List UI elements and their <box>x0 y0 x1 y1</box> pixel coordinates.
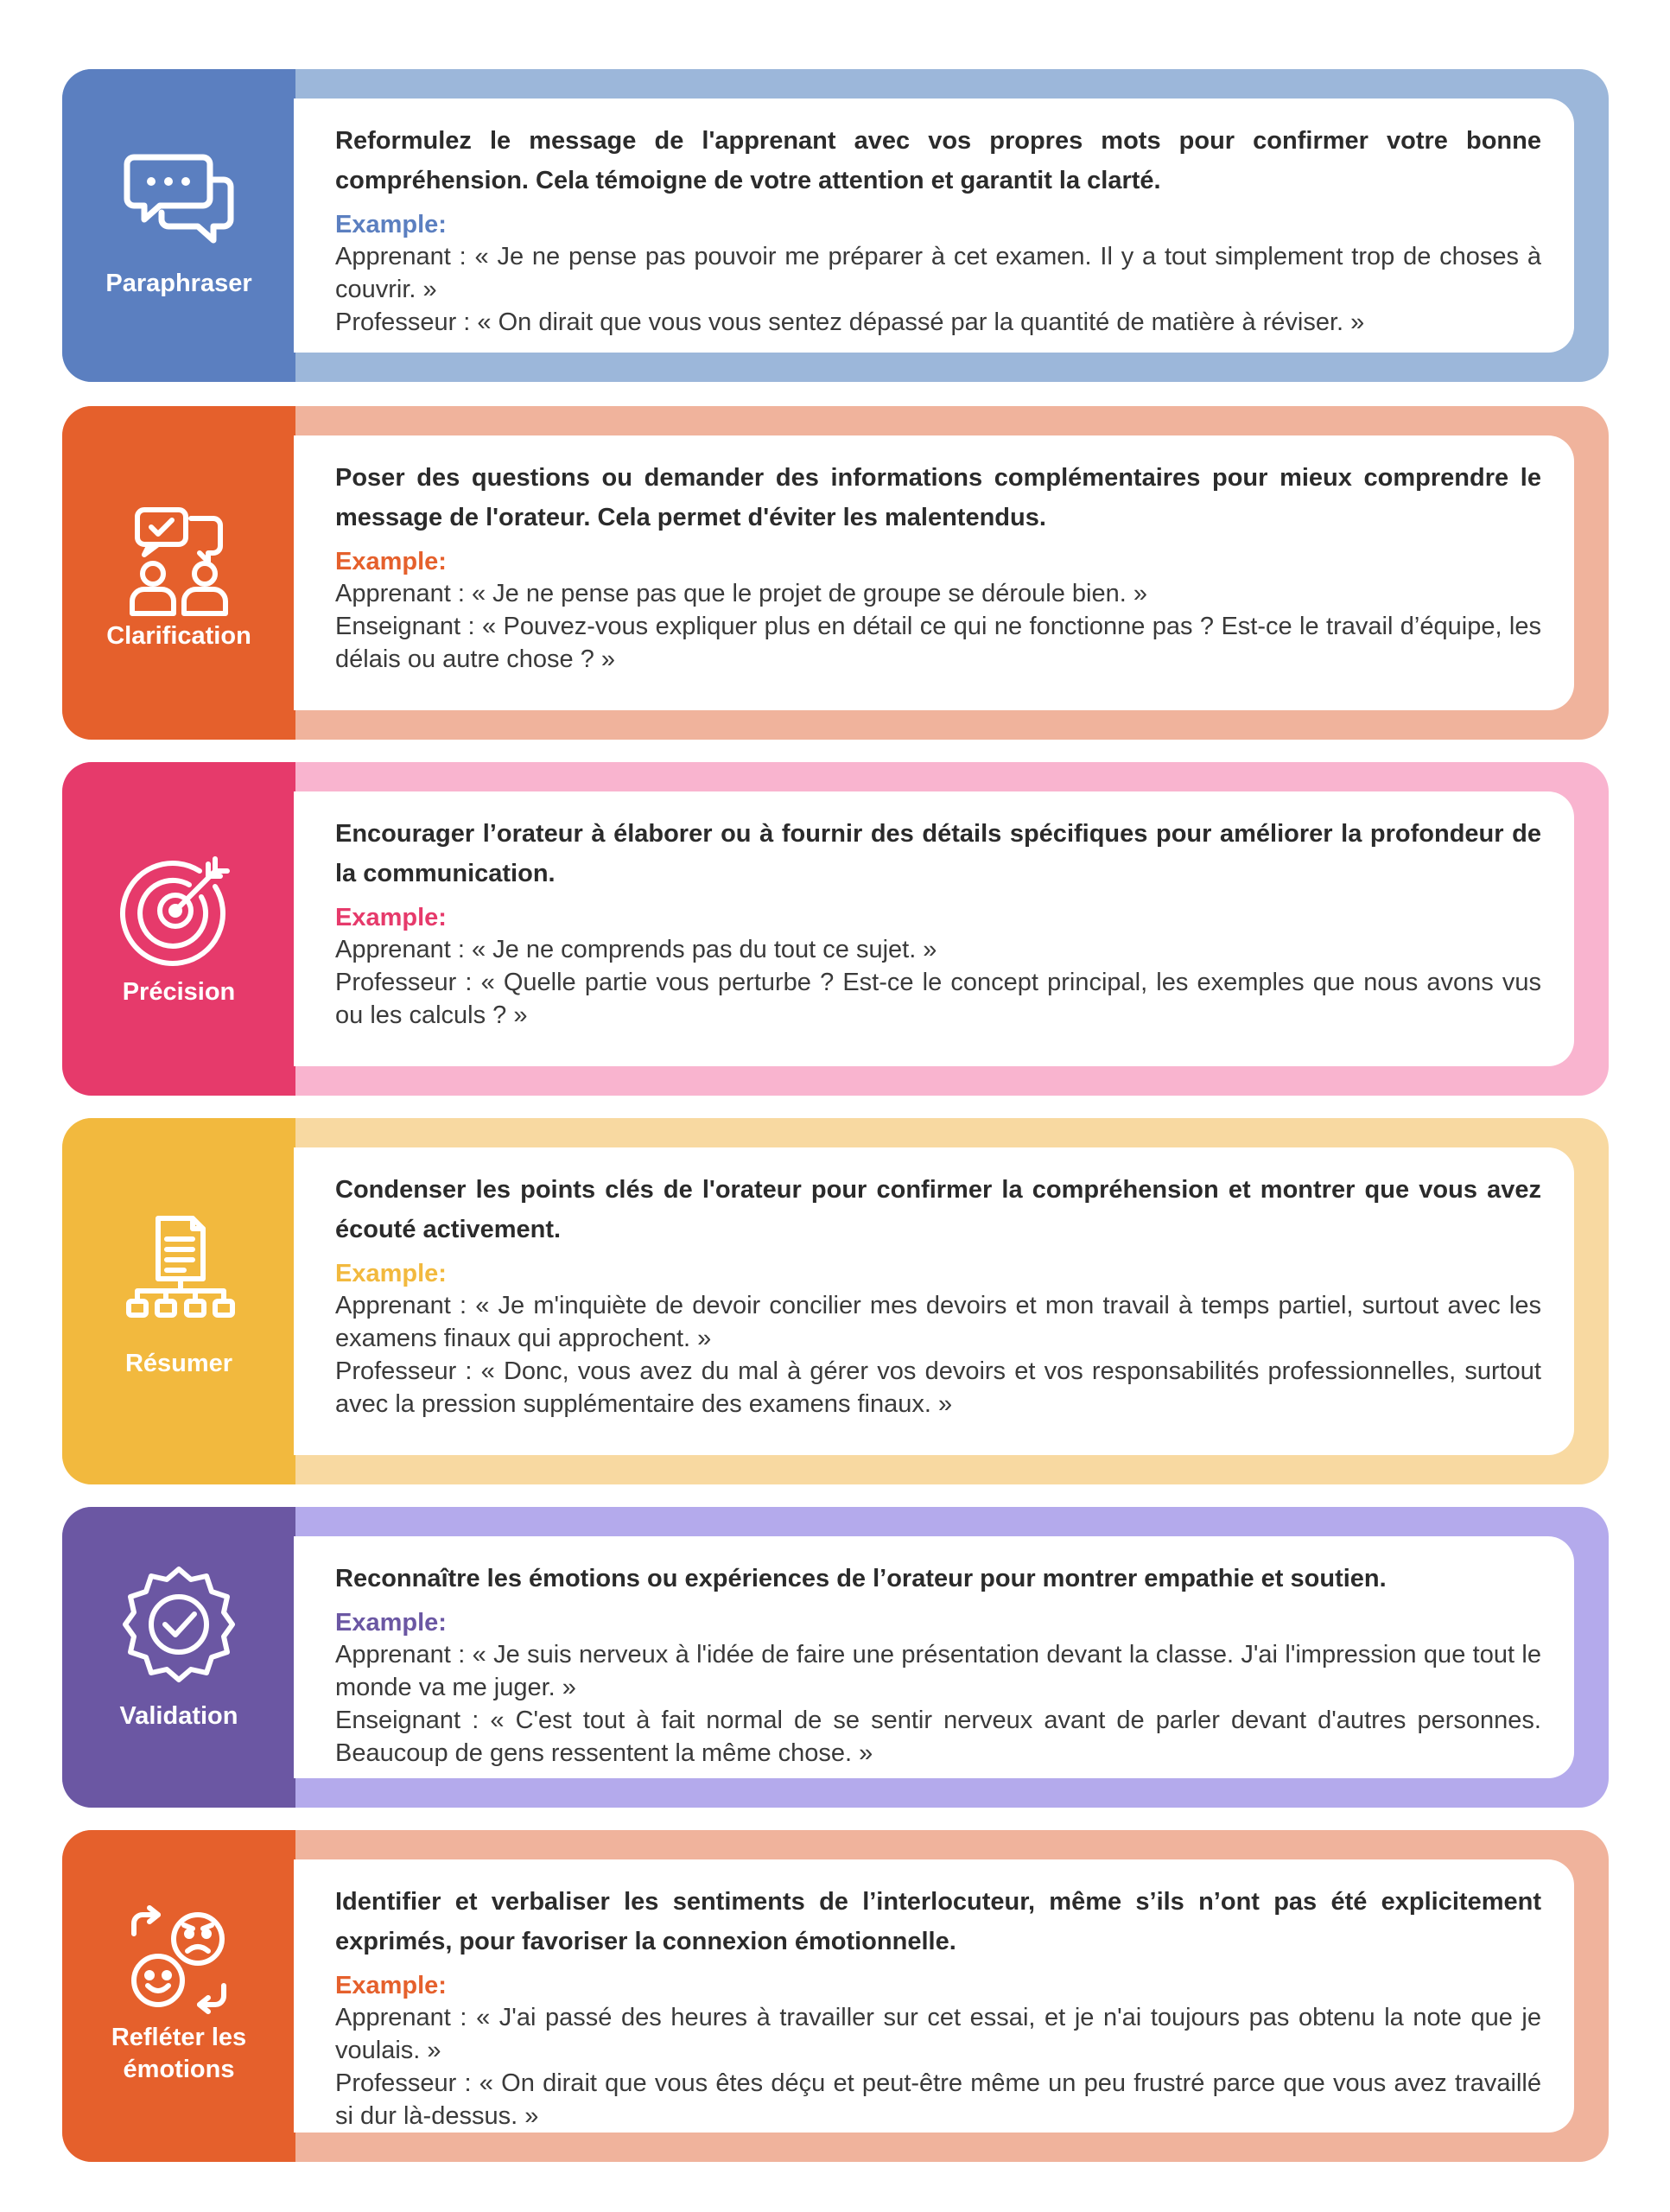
example-line: Apprenant : « Je m'inquiète de devoir concilier mes devoirs et mon travail à temps partiel, surtout avec les examens finaux qui approchent. » <box>335 1292 1541 1352</box>
example-line: Enseignant : « C'est tout à fait normal de se sentir nerveux avant de parler devant d'autres personnes. Beaucoup de gens ressentent la même chose. » <box>335 1707 1541 1767</box>
card-label: Refléter les émotions <box>111 2024 247 2083</box>
chat-bubbles-icon <box>118 138 239 259</box>
card-resumer <box>62 1118 1609 1484</box>
card-intro: Reconnaître les émotions ou expériences de l’orateur pour montrer empathie et soutien. <box>335 1565 1387 1592</box>
emotions-exchange-icon <box>118 1899 239 2020</box>
card-precision <box>62 762 1609 1096</box>
example-line: Apprenant : « J'ai passé des heures à travailler sur cet essai, et je n'ai toujours pas obtenu la note que je voulais. » <box>335 2004 1541 2064</box>
example-label: Example: <box>335 1260 447 1287</box>
card-paraphraser <box>62 69 1609 382</box>
example-line: Professeur : « Donc, vous avez du mal à gérer vos devoirs et vos responsabilités professionnelles, surtout avec la pression supplémentaire des examens finaux. » <box>335 1357 1541 1418</box>
card-intro: Poser des questions ou demander des informations complémentaires pour mieux comprendre le message de l'orateur. Cela permet d'éviter les malentendus. <box>335 464 1541 531</box>
example-line: Professeur : « Quelle partie vous perturbe ? Est-ce le concept principal, les exemples que nous avons vus ou les calculs ? » <box>335 969 1541 1029</box>
example-line: Apprenant : « Je ne pense pas pouvoir me préparer à cet examen. Il y a tout simplement trop de choses à couvrir. » <box>335 243 1541 303</box>
example-label: Example: <box>335 548 447 575</box>
example-label: Example: <box>335 1972 447 1999</box>
card-content <box>294 1859 1574 2133</box>
card-side-panel <box>62 762 295 1096</box>
card-side-panel <box>62 1830 295 2162</box>
example-line: Apprenant : « Je ne comprends pas du tout ce sujet. » <box>335 936 937 963</box>
card-content <box>294 1536 1574 1778</box>
card-intro: Identifier et verbaliser les sentiments de l’interlocuteur, même s’ils n’ont pas été explicitement exprimés, pour favoriser la connexion émotionnelle. <box>335 1888 1541 1955</box>
card-intro: Condenser les points clés de l'orateur pour confirmer la compréhension et montrer que vous avez écouté activement. <box>335 1176 1541 1243</box>
example-line: Professeur : « On dirait que vous êtes déçu et peut-être même un peu frustré parce que vous avez travaillé si dur là-dessus. » <box>335 2069 1541 2130</box>
card-intro: Encourager l’orateur à élaborer ou à fournir des détails spécifiques pour améliorer la profondeur de la communication. <box>335 820 1541 887</box>
example-label: Example: <box>335 211 447 238</box>
card-content <box>294 1147 1574 1455</box>
card-label: Clarification <box>106 622 251 650</box>
card-label: Précision <box>122 978 236 1006</box>
example-line: Apprenant : « Je ne pense pas que le projet de groupe se déroule bien. » <box>335 580 1147 607</box>
example-line: Apprenant : « Je suis nerveux à l'idée de faire une présentation devant la classe. J'ai l'impression que tout le monde va me juger. » <box>335 1641 1541 1701</box>
card-label: Paraphraser <box>105 270 252 297</box>
example-line: Enseignant : « Pouvez-vous expliquer plus en détail ce qui ne fonctionne pas ? Est-ce le travail d’équipe, les délais ou autre chose ? » <box>335 613 1541 673</box>
verified-badge-icon <box>118 1562 239 1683</box>
card-side-panel <box>62 1118 295 1484</box>
card-side-panel <box>62 406 295 740</box>
example-line: Professeur : « On dirait que vous vous sentez dépassé par la quantité de matière à réviser. » <box>335 308 1365 336</box>
people-discussion-icon <box>118 501 239 622</box>
card-side-panel <box>62 1507 295 1808</box>
card-validation <box>62 1507 1609 1808</box>
example-label: Example: <box>335 904 447 931</box>
document-hierarchy-icon <box>118 1210 239 1331</box>
card-content <box>294 791 1574 1066</box>
card-intro: Reformulez le message de l'apprenant avec vos propres mots pour confirmer votre bonne compréhension. Cela témoigne de votre attention et garantit la clarté. <box>335 127 1541 194</box>
card-content <box>294 435 1574 710</box>
card-content <box>294 99 1574 353</box>
card-side-panel <box>62 69 295 382</box>
card-refleter-emotions <box>62 1830 1609 2162</box>
card-clarification <box>62 406 1609 740</box>
card-label: Validation <box>119 1702 238 1730</box>
target-icon <box>118 847 239 968</box>
example-label: Example: <box>335 1609 447 1637</box>
card-label: Résumer <box>124 1350 233 1377</box>
